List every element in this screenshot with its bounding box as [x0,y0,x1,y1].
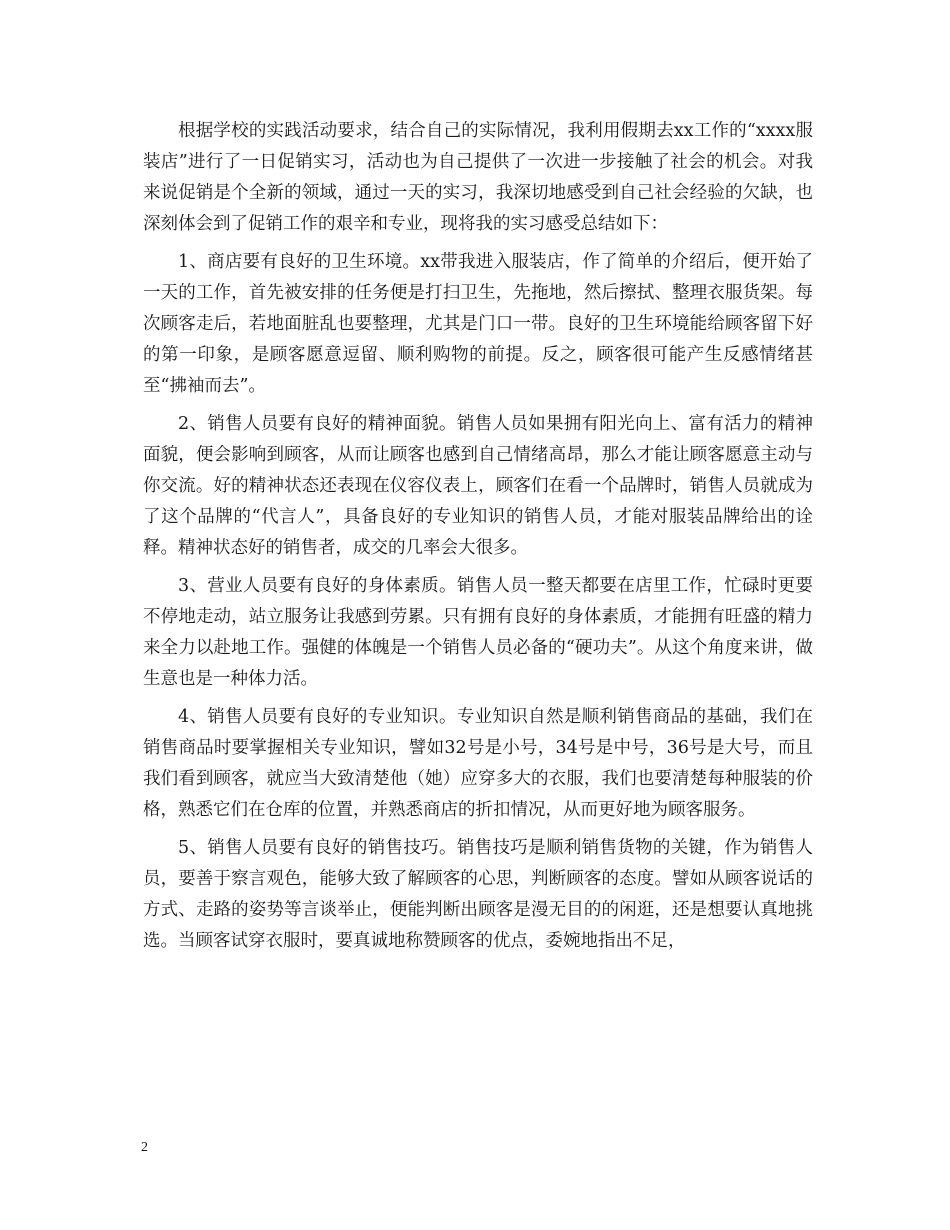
paragraph-point-3: 3、营业人员要有良好的身体素质。销售人员一整天都要在店里工作，忙碌时更要不停地走动，站立服务让我感到劳累。只有拥有良好的身体素质，才能拥有旺盛的精力来全力以赴地工作。强健的体魄是一个销售人员必备的“硬功夫”。从这个角度来讲，做生意也是一种体力活。 [143,576,813,689]
document-body [143,116,813,964]
paragraph-point-1: 1、商店要有良好的卫生环境。xx带我进入服装店，作了简单的介绍后，便开始了一天的工作，首先被安排的任务便是打扫卫生，先拖地，然后擦拭、整理衣服货架。每次顾客走后，若地面脏乱也要整理，尤其是门口一带。良好的卫生环境能给顾客留下好的第一印象，是顾客愿意逗留、顺利购物的前提。反之，顾客很可能产生反感情绪甚至“拂袖而去”。 [143,252,813,396]
paragraph-intro: 根据学校的实践活动要求，结合自己的实际情况，我利用假期去xx工作的“xxxx服装店”进行了一日促销实习，活动也为自己提供了一次进一步接触了社会的机会。对我来说促销是个全新的领域，通过一天的实习，我深切地感受到自己社会经验的欠缺，也深刻体会到了促销工作的艰辛和专业，现将我的实习感受总结如下： [143,121,813,234]
paragraph-point-4: 4、销售人员要有良好的专业知识。专业知识自然是顺利销售商品的基础，我们在销售商品时要掌握相关专业知识，譬如32号是小号，34号是中号，36号是大号，而且我们看到顾客，就应当大致清楚他（她）应穿多大的衣服，我们也要清楚每种服装的价格，熟悉它们在仓库的位置，并熟悉商店的折扣情况，从而更好地为顾客服务。 [143,707,813,820]
paragraph-point-2: 2、销售人员要有良好的精神面貌。销售人员如果拥有阳光向上、富有活力的精神面貌，便会影响到顾客，从而让顾客也感到自己情绪高昂，那么才能让顾客愿意主动与你交流。好的精神状态还表现在仪容仪表上，顾客们在看一个品牌时，销售人员就成为了这个品牌的“代言人”，具备良好的专业知识的销售人员，才能对服装品牌给出的诠释。精神状态好的销售者，成交的几率会大很多。 [143,414,813,558]
paragraph-point-5: 5、销售人员要有良好的销售技巧。销售技巧是顺利销售货物的关键，作为销售人员，要善于察言观色，能够大致了解顾客的心思，判断顾客的态度。譬如从顾客说话的方式、走路的姿势等言谈举止，便能判断出顾客是漫无目的的闲逛，还是想要认真地挑选。当顾客试穿衣服时，要真诚地称赞顾客的优点，委婉地指出不足， [143,838,813,951]
page-number: 2 [141,1140,148,1155]
